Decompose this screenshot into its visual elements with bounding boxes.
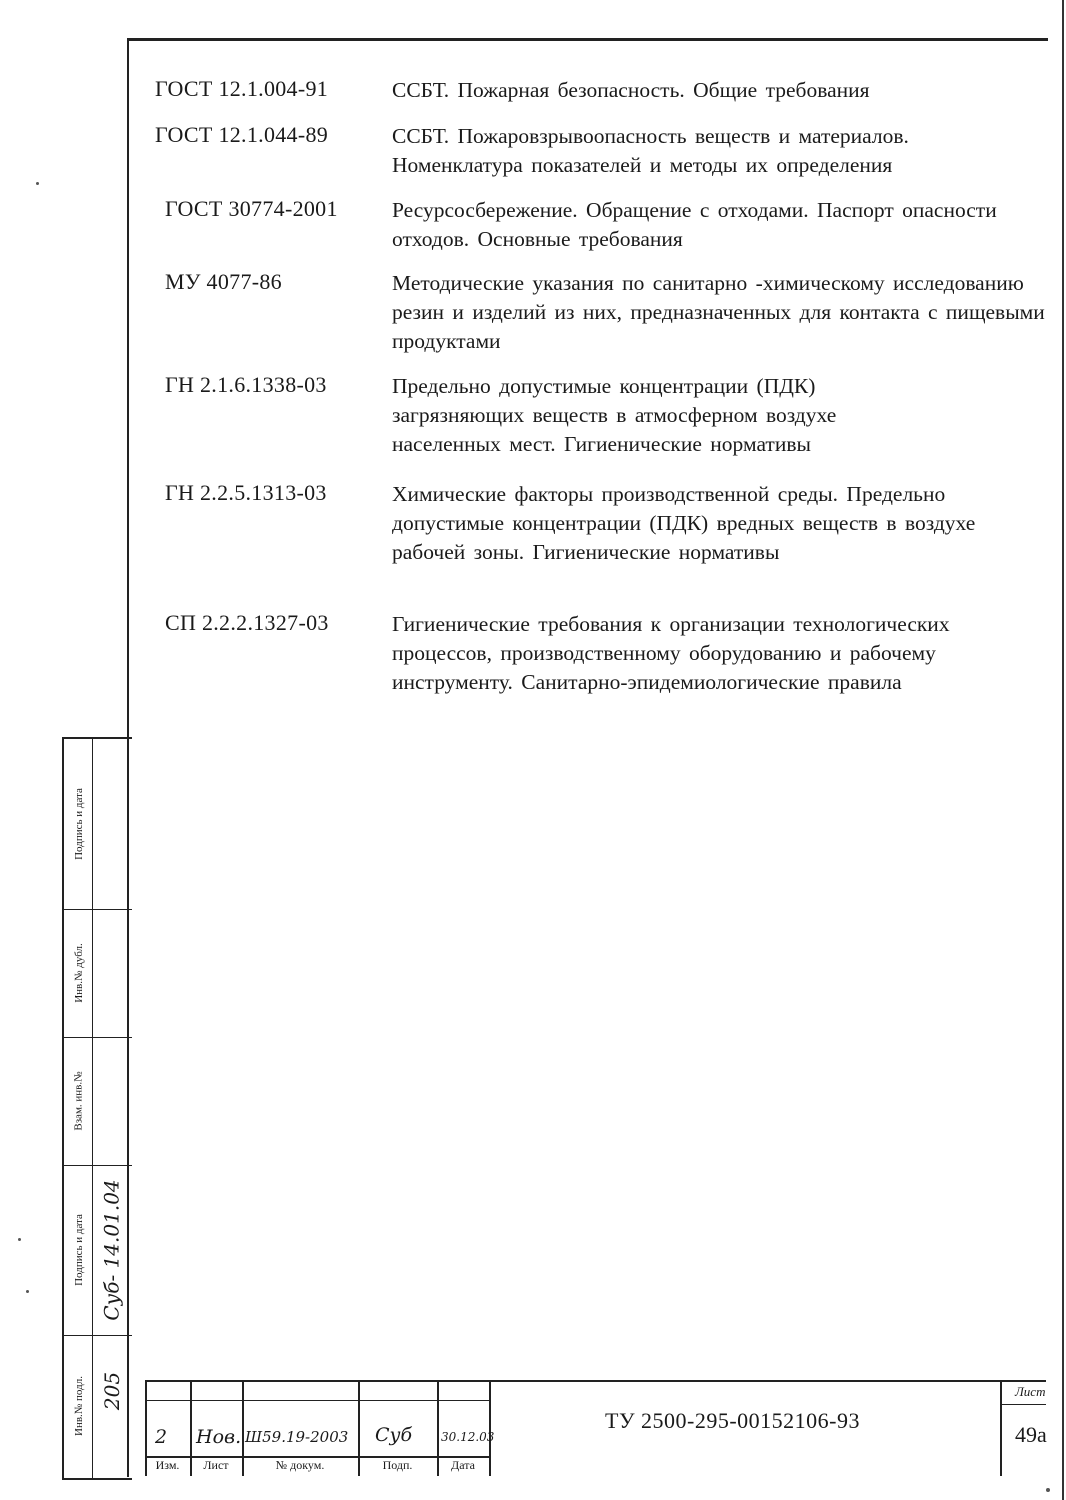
title-block (145, 1380, 1046, 1476)
entry-signature: Суб (375, 1424, 413, 1446)
scan-speck (18, 1238, 21, 1241)
header-date: Дата (451, 1458, 475, 1472)
handwritten-signature-date: Суб- 14.01.04 (100, 1179, 125, 1321)
sheet-number: 49а (1015, 1422, 1047, 1447)
reference-code: ГН 2.1.6.1338-03 (165, 372, 327, 397)
entry-date: 30.12.03 (441, 1430, 495, 1444)
title-block-line (1000, 1404, 1046, 1405)
document-code: ТУ 2500-295-00152106-93 (605, 1408, 860, 1433)
header-sheet: Лист (203, 1458, 229, 1472)
page-right-edge (1062, 0, 1064, 1500)
handwritten-inventory-number: 205 (100, 1371, 124, 1411)
title-block-line (145, 1400, 489, 1401)
entry-change: 2 (155, 1426, 168, 1448)
header-doc-number: № докум. (275, 1458, 325, 1472)
reference-title: ССБТ. Пожаровзрывоопасность веществ и материалов. Номенклатура показателей и методы их определения (392, 124, 909, 177)
reference-code: ГОСТ 30774-2001 (165, 196, 338, 221)
side-label-signature-date-2: Подпись и дата (73, 1214, 85, 1286)
entry-doc-number: Ш59.19-2003 (245, 1428, 349, 1446)
side-label-signature-date: Подпись и дата (73, 788, 85, 860)
title-block-line (489, 1382, 491, 1476)
reference-title: Предельно допустимые концентрации (ПДК) загрязняющих веществ в атмосферном воздухе населенных мест. Гигиенические нормативы (392, 374, 837, 456)
scan-speck (36, 182, 39, 185)
reference-code: ГН 2.2.5.1313-03 (165, 480, 327, 505)
reference-code: ГОСТ 12.1.044-89 (155, 122, 329, 147)
header-signature: Подп. (382, 1458, 413, 1472)
scan-speck (1046, 1488, 1050, 1492)
scan-speck (26, 1290, 29, 1293)
side-label-original-inventory: Инв.№ подл. (73, 1375, 85, 1436)
side-stamp-divider (92, 739, 93, 1478)
reference-code: ГОСТ 12.1.004-91 (155, 76, 329, 101)
header-change: Изм. (155, 1458, 180, 1472)
title-block-line (1000, 1382, 1002, 1476)
reference-code: МУ 4077-86 (165, 269, 282, 294)
side-stamp (62, 737, 132, 1480)
side-label-replacement-inventory: Взам. инв.№ (73, 1071, 85, 1131)
reference-title: Химические факторы производственной среды. Предельно допустимые концентрации (ПДК) вредных веществ в воздухе рабочей зоны. Гигиенические нормативы (392, 482, 976, 564)
sheet-label: Лист (1015, 1384, 1046, 1399)
reference-title: ССБТ. Пожарная безопасность. Общие требования (392, 78, 870, 102)
reference-code: СП 2.2.2.1327-03 (165, 610, 329, 635)
side-label-duplicate-inventory: Инв.№ дубл. (73, 943, 86, 1003)
entry-sheet: Нов. (196, 1426, 242, 1448)
reference-title: Ресурсосбережение. Обращение с отходами. Паспорт опасности отходов. Основные требования (392, 198, 997, 251)
reference-title: Методические указания по санитарно -химическому исследованию резин и изделий из них, предназначенных для контакта с пищевыми продуктами (392, 271, 1045, 353)
reference-title: Гигиенические требования к организации технологических процессов, производственному оборудованию и рабочему инструменту. Санитарно-эпидемиологические правила (392, 612, 950, 694)
